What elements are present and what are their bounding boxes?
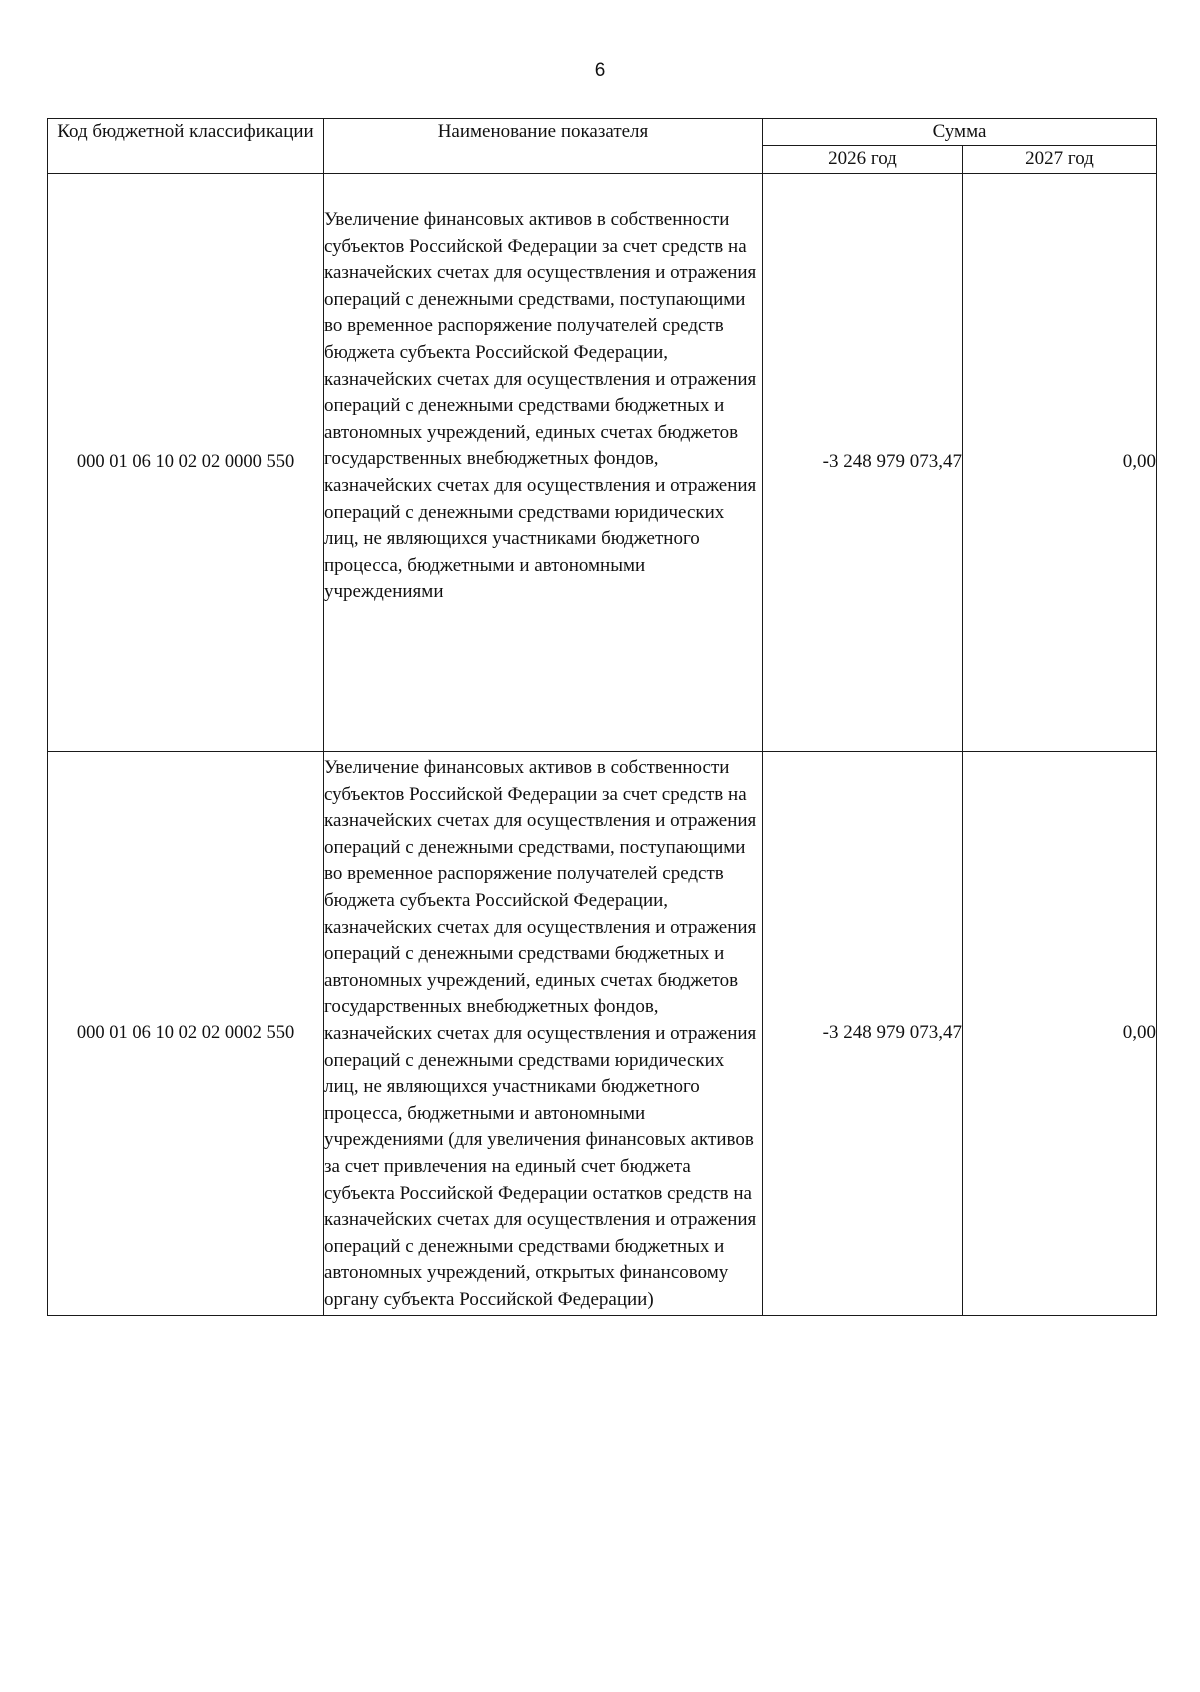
row-amount-2027: 0,00 <box>963 174 1157 752</box>
header-year-2026: 2026 год <box>763 145 963 173</box>
header-name: Наименование показателя <box>324 119 763 174</box>
header-row-top <box>48 119 1157 146</box>
header-code: Код бюджетной классификации <box>48 119 324 174</box>
budget-table-container <box>47 118 1157 1316</box>
page-number: 6 <box>594 60 606 81</box>
row-amount-2026: -3 248 979 073,47 <box>763 752 963 1316</box>
row-name: Увеличение финансовых активов в собственности субъектов Российской Федерации за счет средств на казначейских счетах для осуществления и отражения операций с денежными средствами, поступающими во временное распоряжение получателей средств бюджета субъекта Российской Федерации, казначейских счетах для осуществления и отражения операций с денежными средствами бюджетных и автономных учреждений, единых счетах бюджетов государственных внебюджетных фондов, казначейских счетах для осуществления и отражения операций с денежными средствами юридических лиц, не являющихся участниками бюджетного процесса, бюджетными и автономными учреждениями <box>324 174 763 752</box>
header-sum: Сумма <box>763 119 1157 146</box>
row-amount-2026: -3 248 979 073,47 <box>763 174 963 752</box>
row-amount-2027: 0,00 <box>963 752 1157 1316</box>
row-code: 000 01 06 10 02 02 0000 550 <box>48 174 324 752</box>
budget-table <box>47 118 1157 1316</box>
row-code: 000 01 06 10 02 02 0002 550 <box>48 752 324 1316</box>
row-name: Увеличение финансовых активов в собственности субъектов Российской Федерации за счет средств на казначейских счетах для осуществления и отражения операций с денежными средствами, поступающими во временное распоряжение получателей средств бюджета субъекта Российской Федерации, казначейских счетах для осуществления и отражения операций с денежными средствами бюджетных и автономных учреждений, единых счетах бюджетов государственных внебюджетных фондов, казначейских счетах для осуществления и отражения операций с денежными средствами юридических лиц, не являющихся участниками бюджетного процесса, бюджетными и автономными учреждениями (для увеличения финансовых активов за счет привлечения на единый счет бюджета субъекта Российской Федерации остатков средств на казначейских счетах для осуществления и отражения операций с денежными средствами бюджетных и автономных учреждений, открытых финансовому органу субъекта Российской Федерации) <box>324 752 763 1316</box>
header-year-2027: 2027 год <box>963 145 1157 173</box>
table-row <box>48 752 1157 1316</box>
table-row <box>48 174 1157 752</box>
